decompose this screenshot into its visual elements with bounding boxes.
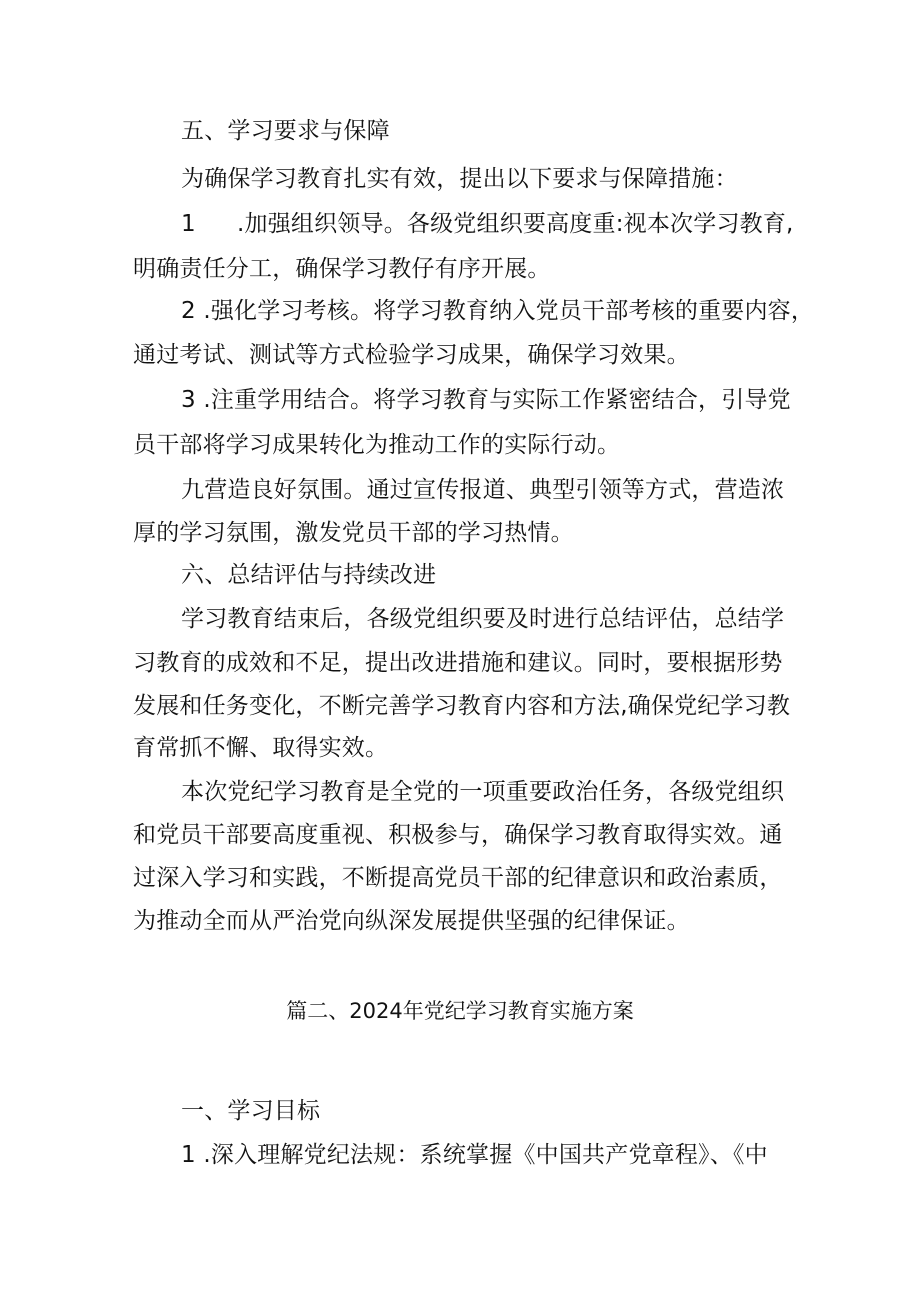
list-item-number: 1	[181, 211, 196, 237]
paragraph-line: 过深入学习和实践，不断提高党员干部的纪律意识和政治素质，	[133, 865, 783, 891]
list-item-text: .加强组织领导。各级党组织要高度重:视本次学习教育,	[237, 211, 794, 237]
paragraph-line: 明确责任分工，确保学习教仔有序开展。	[133, 256, 551, 282]
section-heading: 五、学习要求与保障	[181, 118, 390, 144]
paragraph-line: 发展和任务变化，不断完善学习教育内容和方法,确保党纪学习教	[133, 693, 791, 719]
paragraph-line: 为推动全而从严治党向纵深发展提供坚强的纪律保证。	[133, 908, 690, 934]
paragraph-line: 厚的学习氛围，激发党员干部的学习热情。	[133, 520, 574, 546]
list-item-line: 2 .强化学习考核。将学习教育纳入党员干部考核的重要内容，	[181, 298, 815, 324]
paragraph-line: 员干部将学习成果转化为推动工作的实际行动。	[133, 432, 621, 458]
list-item-line: 3 .注重学用结合。将学习教育与实际工作紧密结合，引导党	[181, 387, 791, 413]
paragraph-line: 习教育的成效和不足，提出改进措施和建议。同时，要根据形势	[133, 650, 783, 676]
section-heading: 六、总结评估与持续改进	[181, 562, 437, 588]
paragraph-line: 学习教育结束后，各级党组织要及时进行总结评估，总结学	[181, 606, 785, 632]
list-item-line	[181, 209, 794, 239]
paragraph-line: 本次党纪学习教育是全党的一项重要政治任务，各级党组织	[181, 779, 785, 805]
paragraph-line: 为确保学习教育扎实有效，提出以下要求与保障措施：	[181, 166, 738, 192]
paragraph-line: 通过考试、测试等方式检验学习成果，确保学习效果。	[133, 342, 690, 368]
section-heading: 一、学习目标	[181, 1098, 321, 1124]
list-item-line: 1 .深入理解党纪法规：系统掌握《中国共产党章程》、《中	[181, 1142, 768, 1168]
list-item-line: 九营造良好氛围。通过宣传报道、典型引领等方式，营造浓	[181, 477, 785, 503]
paragraph-line: 和党员干部要高度重视、积极参与，确保学习教育取得实效。通	[133, 822, 783, 848]
part-title: 篇二、2024年党纪学习教育实施方案	[286, 999, 634, 1023]
paragraph-line: 育常抓不懈、取得实效。	[133, 735, 389, 761]
